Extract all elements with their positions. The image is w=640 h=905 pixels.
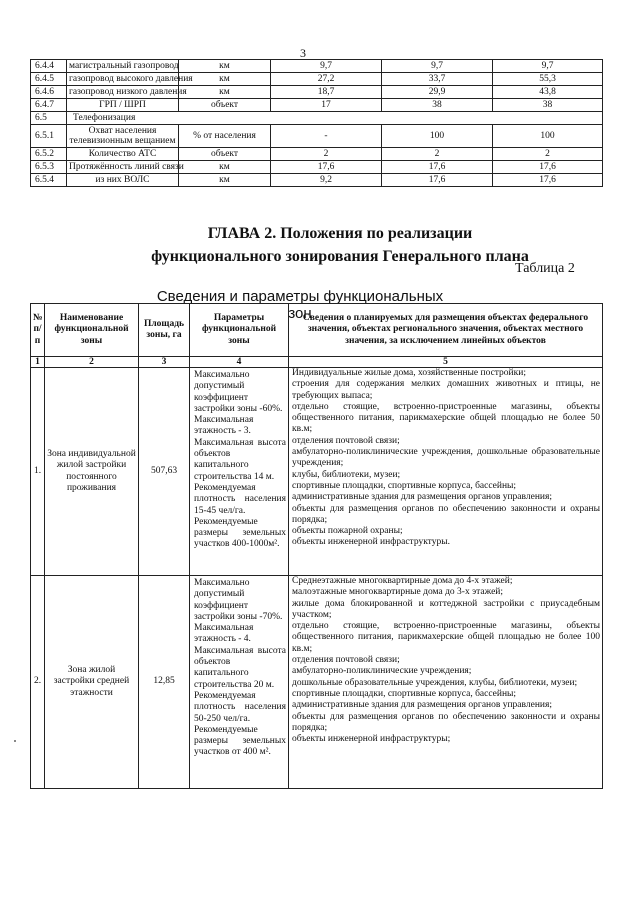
object-line: амбулаторно-поликлинические учреждения;	[292, 666, 472, 677]
row-value: 55,3	[493, 73, 603, 86]
object-line: административные здания для размещения органов управления;	[292, 492, 553, 503]
row-value: 38	[493, 99, 603, 112]
top-table-row	[31, 86, 603, 99]
zone-params	[190, 368, 289, 576]
param-line: Рекомендуемая плотность населения 50-250 чел/га.	[194, 690, 286, 724]
row-unit: объект	[179, 148, 271, 161]
top-table-row	[31, 174, 603, 187]
table-title: Сведения и параметры функциональных зон	[156, 288, 444, 322]
row-code: 6.4.7	[31, 99, 67, 112]
col-number: 1	[31, 357, 45, 368]
col-number: 3	[139, 357, 190, 368]
param-line: Максимальная этажность - 4.	[194, 623, 254, 645]
zone-row	[31, 576, 603, 789]
object-line: клубы, библиотеки, музеи;	[292, 469, 401, 480]
chapter-line-1: ГЛАВА 2. Положения по реализации	[207, 225, 473, 242]
object-line: дошкольные образовательные учреждения, клубы, библиотеки, музеи;	[292, 677, 578, 688]
zone-name: Зона жилой застройки средней этажности	[45, 576, 139, 789]
row-value: 100	[382, 125, 493, 148]
header-name: Наименование функциональной зоны	[45, 304, 139, 357]
row-code: 6.4.6	[31, 86, 67, 99]
zone-objects	[289, 576, 603, 789]
row-value: 38	[382, 99, 493, 112]
row-value: 27,2	[271, 73, 382, 86]
row-value: -	[271, 125, 382, 148]
section-title: Телефонизация	[67, 112, 603, 125]
col-number: 4	[190, 357, 289, 368]
top-table-row	[31, 73, 603, 86]
zone-params	[190, 576, 289, 789]
row-unit: км	[179, 161, 271, 174]
top-table	[30, 59, 603, 187]
row-value: 33,7	[382, 73, 493, 86]
object-line: объекты для размещения органов по обеспечению законности и охраны порядка;	[292, 503, 600, 525]
row-unit: км	[179, 174, 271, 187]
object-line: объекты инженерной инфраструктуры;	[292, 734, 451, 745]
param-line: Максимально допустимый коэффициент застройки зоны -70%.	[194, 578, 283, 622]
row-name: газопровод высокого давления	[67, 73, 179, 86]
object-line: малоэтажные многоквартирные дома до 3-х этажей;	[292, 587, 504, 598]
row-code: 6.4.4	[31, 60, 67, 73]
row-value: 9,7	[493, 60, 603, 73]
object-line: административные здания для размещения органов управления;	[292, 700, 553, 711]
zone-number: 2.	[31, 576, 45, 789]
chapter-line-2: функционального зонирования Генерального плана	[151, 248, 529, 265]
row-value: 17,6	[271, 161, 382, 174]
top-table-row	[31, 112, 603, 125]
zone-area: 507,63	[139, 368, 190, 576]
param-line: Максимальная высота объектов капитального строительства 14 м.	[194, 437, 286, 482]
row-value: 18,7	[271, 86, 382, 99]
row-name: из них ВОЛС	[67, 174, 179, 187]
zone-area: 12,85	[139, 576, 190, 789]
row-value: 2	[382, 148, 493, 161]
row-code: 6.5	[31, 112, 67, 125]
row-value: 9,2	[271, 174, 382, 187]
row-name: Охват населения телевизионным вещанием	[67, 125, 179, 148]
object-line: объекты для размещения органов по обеспечению законности и охраны порядка;	[292, 711, 600, 733]
header-params: Параметры функциональной зоны	[190, 304, 289, 357]
row-value: 2	[493, 148, 603, 161]
param-line: Рекомендуемые размеры земельных участков от 400 м².	[194, 724, 286, 758]
row-unit: объект	[179, 99, 271, 112]
row-unit: км	[179, 73, 271, 86]
row-unit: км	[179, 86, 271, 99]
row-value: 29,9	[382, 86, 493, 99]
header-area: Площадь зоны, га	[139, 304, 190, 357]
row-code: 6.5.2	[31, 148, 67, 161]
row-value: 17,6	[382, 161, 493, 174]
scan-dot	[14, 740, 16, 742]
row-name: ГРП / ШРП	[67, 99, 179, 112]
object-line: Среднеэтажные многоквартирные дома до 4-х этажей;	[292, 576, 513, 586]
top-table-row	[31, 125, 603, 148]
object-line: Индивидуальные жилые дома, хозяйственные постройки;	[292, 368, 526, 378]
object-line: отдельно стоящие, встроенно-пристроенные магазины, объекты общественного питания, парикмахерские общей площадью не более 100 кв.м;	[292, 621, 600, 654]
object-line: жилые дома блокированной и коттеджной застройки с приусадебным участком;	[292, 598, 600, 620]
chapter-heading	[120, 222, 560, 268]
row-value: 17,6	[493, 174, 603, 187]
row-value: 17,6	[382, 174, 493, 187]
col-number: 2	[45, 357, 139, 368]
row-name: газопровод низкого давления	[67, 86, 179, 99]
table-label: Таблица 2	[515, 261, 575, 276]
param-line: Рекомендуемые размеры земельных участков 400-1000м².	[194, 516, 286, 550]
object-line: амбулаторно-поликлинические учреждения, дошкольные образовательные учреждения;	[292, 447, 600, 469]
top-table-row	[31, 161, 603, 174]
zone-row	[31, 368, 603, 576]
param-line: Максимально допустимый коэффициент застройки зоны -60%.	[194, 370, 283, 414]
row-value: 2	[271, 148, 382, 161]
object-line: спортивные площадки, спортивные корпуса, бассейны;	[292, 688, 517, 699]
header-info: Сведения о планируемых для размещения объектах федерального значения, объектах регионального значения, объектах местного значения, за исключением линейных объектов	[289, 304, 603, 357]
header-num: № п/п	[31, 304, 45, 357]
zone-objects	[289, 368, 603, 576]
zone-name: Зона индивидуальной жилой застройки постоянного проживания	[45, 368, 139, 576]
row-value: 17,6	[493, 161, 603, 174]
page-number: 3	[300, 46, 306, 60]
row-unit: км	[179, 60, 271, 73]
object-line: объекты инженерной инфраструктуры.	[292, 537, 450, 548]
row-name: Протяжённость линий связи	[67, 161, 179, 174]
object-line: спортивные площадки, спортивные корпуса, бассейны;	[292, 480, 517, 491]
param-line: Рекомендуемая плотность населения 15-45 чел/га.	[194, 482, 286, 516]
zone-number: 1.	[31, 368, 45, 576]
object-line: отделения почтовой связи;	[292, 435, 400, 446]
object-line: отделения почтовой связи;	[292, 655, 400, 666]
row-value: 43,8	[493, 86, 603, 99]
param-line: Максимальная высота объектов капитального строительства 20 м.	[194, 645, 286, 690]
row-name: Количество АТС	[67, 148, 179, 161]
top-table-row	[31, 99, 603, 112]
row-code: 6.4.5	[31, 73, 67, 86]
top-table-row	[31, 148, 603, 161]
param-line: Максимальная этажность - 3.	[194, 415, 254, 437]
row-code: 6.5.3	[31, 161, 67, 174]
object-line: объекты пожарной охраны;	[292, 526, 403, 537]
row-code: 6.5.4	[31, 174, 67, 187]
row-value: 9,7	[382, 60, 493, 73]
object-line: строения для содержания мелких домашних животных и птицы, не требующих выпаса;	[292, 379, 600, 401]
top-table-row	[31, 60, 603, 73]
object-line: отдельно стоящие, встроенно-пристроенные магазины, объекты общественного питания, парикмахерские общей площадью не более 50 кв.м;	[292, 401, 600, 435]
col-number: 5	[289, 357, 603, 368]
row-unit: % от населения	[179, 125, 271, 148]
row-code: 6.5.1	[31, 125, 67, 148]
zones-table	[30, 303, 603, 789]
row-value: 17	[271, 99, 382, 112]
row-value: 100	[493, 125, 603, 148]
row-name: магистральный газопровод	[67, 60, 179, 73]
row-value: 9,7	[271, 60, 382, 73]
